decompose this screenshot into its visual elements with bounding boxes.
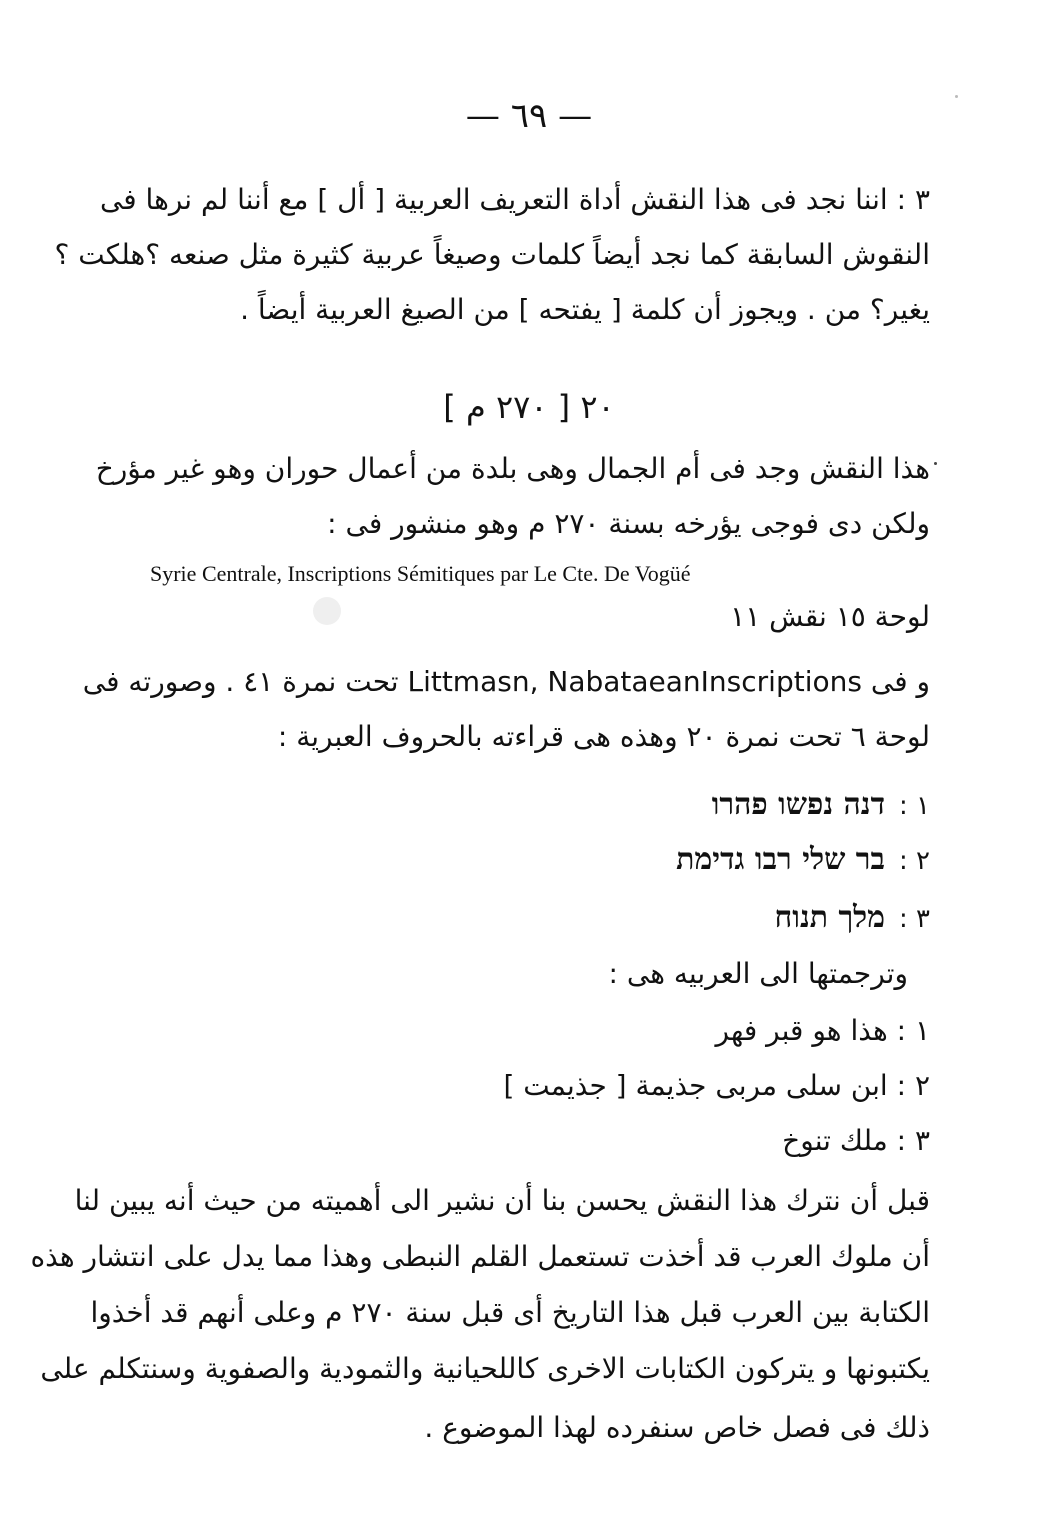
hebrew-line-3 bbox=[774, 900, 930, 935]
print-speck bbox=[955, 95, 958, 98]
paragraph-2-line-2: ولكن دى فوجى يؤرخه بسنة ٢٧٠ م وهو منشور فى : bbox=[327, 507, 930, 540]
section-heading: ٢٠ [ ٢٧٠ م ] bbox=[443, 388, 615, 426]
hebrew-line-1-marker: ١ : bbox=[899, 791, 930, 821]
paragraph-2-line-1: هذا النقش وجد فى أم الجمال وهى بلدة من أعمال حوران وهو غير مؤرخ bbox=[95, 452, 930, 485]
paragraph-1-line-1: ٣ : اننا نجد فى هذا النقش أداة التعريف العربية [ أل ] مع أننا لم نرها فى bbox=[99, 183, 930, 216]
paragraph-4-line-5: ذلك فى فصل خاص سنفرده لهذا الموضوع . bbox=[424, 1411, 930, 1444]
hebrew-line-2-text: בר שלי רבו גדימת bbox=[676, 842, 885, 877]
page-smudge bbox=[313, 597, 341, 625]
hebrew-line-2-marker: ٢ : bbox=[899, 846, 930, 876]
translation-intro: وترجمتها الى العربيه هى : bbox=[608, 957, 908, 990]
translation-line-2: ٢ : ابن سلى مربى جذيمة [ جذيمت ] bbox=[503, 1069, 930, 1102]
paragraph-4-line-2: أن ملوك العرب قد أخذت تستعمل القلم النبطى وهذا مما يدل على انتشار هذه bbox=[30, 1240, 930, 1273]
paragraph-1-line-3: يغير؟ من . ويجوز أن كلمة [ يفتحه ] من الصيغ العربية أيضاً . bbox=[240, 293, 930, 326]
paragraph-4-line-1: قبل أن نترك هذا النقش يحسن بنا أن نشير الى أهميته من حيث أنه يبين لنا bbox=[74, 1184, 930, 1217]
translation-line-3: ٣ : ملك تنوخ bbox=[782, 1124, 930, 1157]
paragraph-4-line-4: يكتبونها و يتركون الكتابات الاخرى كاللحيانية والثمودية والصفوية وسنتكلم على bbox=[40, 1352, 930, 1385]
hebrew-line-3-text: מלך תנוח bbox=[774, 900, 885, 935]
hebrew-line-1-text: דנה נפשו פהרו bbox=[711, 787, 885, 822]
print-speck bbox=[934, 462, 937, 465]
hebrew-line-2 bbox=[676, 842, 930, 877]
translation-line-1: ١ : هذا هو قبر فهر bbox=[715, 1014, 930, 1047]
paragraph-3-line-2: لوحة ٦ تحت نمرة ٢٠ وهذه هى قراءته بالحروف العبرية : bbox=[277, 720, 930, 753]
hebrew-line-1 bbox=[711, 787, 930, 822]
paragraph-4-line-3: الكتابة بين العرب قبل هذا التاريخ أى قبل سنة ٢٧٠ م وعلى أنهم قد أخذوا bbox=[90, 1296, 930, 1329]
paragraph-2-line-3: لوحة ١٥ نقش ١١ bbox=[730, 600, 930, 633]
paragraph-1-line-2: النقوش السابقة كما نجد أيضاً كلمات وصيغاً عربية كثيرة مثل صنعه ؟هلكت ؟ bbox=[54, 238, 930, 271]
latin-reference: Syrie Centrale, Inscriptions Sémitiques par Le Cte. De Vogüé bbox=[150, 561, 691, 586]
paragraph-3-line-1: و فى Littmasn, NabataeanInscriptions تحت نمرة ٤١ . وصورته فى bbox=[82, 665, 930, 698]
hebrew-line-3-marker: ٣ : bbox=[899, 904, 930, 934]
page-number: — ٦٩ — bbox=[465, 96, 593, 136]
